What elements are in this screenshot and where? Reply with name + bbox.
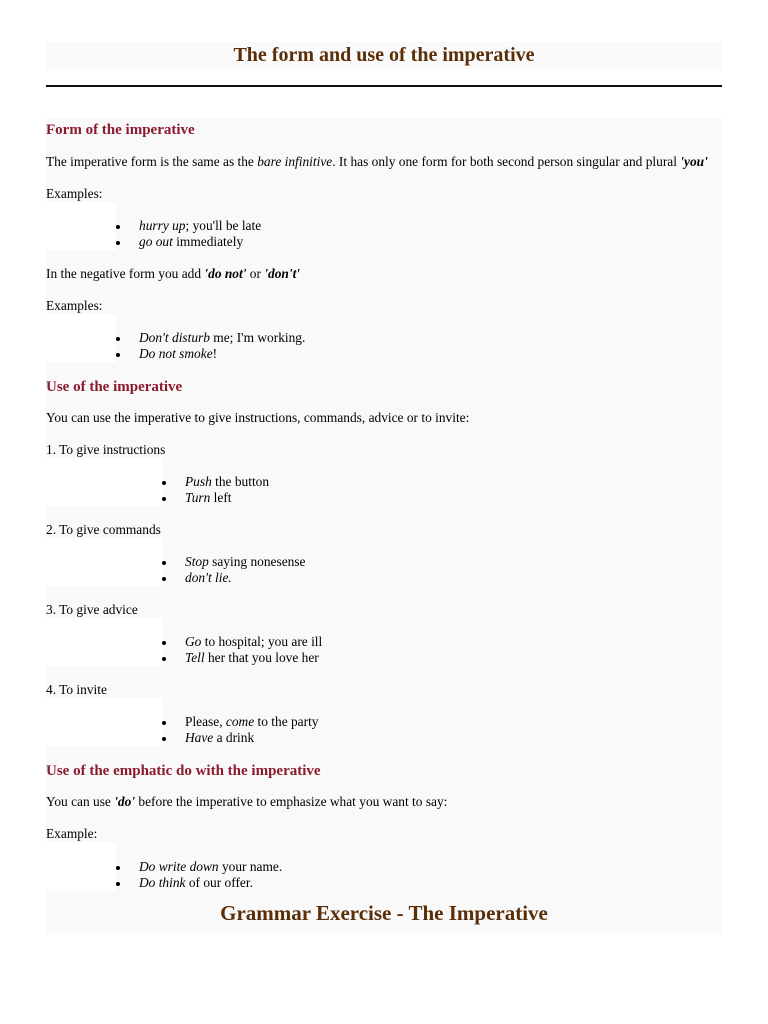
- invite-list: [46, 698, 722, 746]
- list-item: go out immediately: [139, 234, 722, 250]
- emphatic-list: [46, 842, 722, 891]
- list-item: Tell her that you love her: [185, 650, 722, 666]
- commands-list: [46, 538, 722, 586]
- list-item: Don't disturb me; I'm working.: [139, 330, 722, 346]
- examples-list-2: [46, 314, 722, 362]
- page-title: The form and use of the imperative: [46, 42, 722, 69]
- list-item: Stop saying nonesense: [185, 554, 722, 570]
- examples-list-1: [46, 202, 722, 250]
- list-item: Turn left: [185, 490, 722, 506]
- list-item: don't lie.: [185, 570, 722, 586]
- page: [46, 42, 722, 933]
- list-item: Please, come to the party: [185, 714, 722, 730]
- use-intro: You can use the imperative to give instructions, commands, advice or to invite:: [46, 410, 470, 425]
- list-item: hurry up; you'll be late: [139, 218, 722, 234]
- list-item: Go to hospital; you are ill: [185, 634, 722, 650]
- list-item: Have a drink: [185, 730, 722, 746]
- list-item: Do write down your name.: [139, 859, 722, 875]
- list-item: Push the button: [185, 474, 722, 490]
- list-item: Do not smoke!: [139, 346, 722, 362]
- instructions-list: [46, 458, 722, 506]
- category-invite: 4. To invite: [46, 682, 107, 697]
- examples-label: Examples:: [46, 298, 103, 313]
- examples-label: Examples:: [46, 186, 103, 201]
- section-heading-emphatic: Use of the emphatic do with the imperative: [46, 763, 321, 779]
- category-advice: 3. To give advice: [46, 602, 138, 617]
- divider: [46, 85, 722, 87]
- emphatic-intro: You can use 'do' before the imperative to emphasize what you want to say:: [46, 794, 448, 809]
- example-label: Example:: [46, 826, 98, 841]
- section-heading-use: Use of the imperative: [46, 379, 183, 395]
- exercise-title: Grammar Exercise - The Imperative: [46, 893, 722, 933]
- advice-list: [46, 618, 722, 666]
- form-paragraph: The imperative form is the same as the bare infinitive. It has only one form for both second person singular and plural 'you': [46, 154, 708, 169]
- negative-paragraph: In the negative form you add 'do not' or 'don't': [46, 266, 301, 281]
- article-body: [46, 118, 722, 893]
- category-commands: 2. To give commands: [46, 522, 161, 537]
- list-item: Do think of our offer.: [139, 875, 722, 891]
- section-heading-form: Form of the imperative: [46, 122, 195, 138]
- category-instructions: 1. To give instructions: [46, 442, 166, 457]
